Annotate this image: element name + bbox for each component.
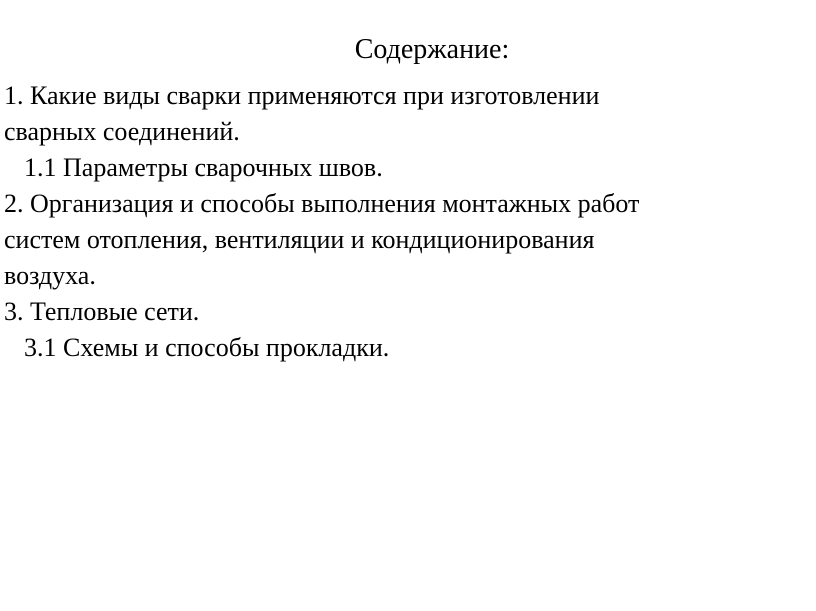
contents-item-1-1: 1.1 Параметры сварочных швов. <box>24 153 383 182</box>
contents-item-2: 2. Организация и способы выполнения монтажных работ <box>4 189 640 218</box>
contents-item-2-continuation: систем отопления, вентиляции и кондиционирования <box>4 225 595 254</box>
contents-list <box>4 78 804 366</box>
contents-item-1-continuation: сварных соединений. <box>4 117 240 146</box>
contents-item-3: 3. Тепловые сети. <box>4 297 200 326</box>
page-title: Содержание: <box>354 34 510 65</box>
contents-item-3-1: 3.1 Схемы и способы прокладки. <box>24 333 390 362</box>
contents-item-2-continuation-2: воздуха. <box>4 261 96 290</box>
contents-item-1: 1. Какие виды сварки применяются при изготовлении <box>4 81 600 110</box>
